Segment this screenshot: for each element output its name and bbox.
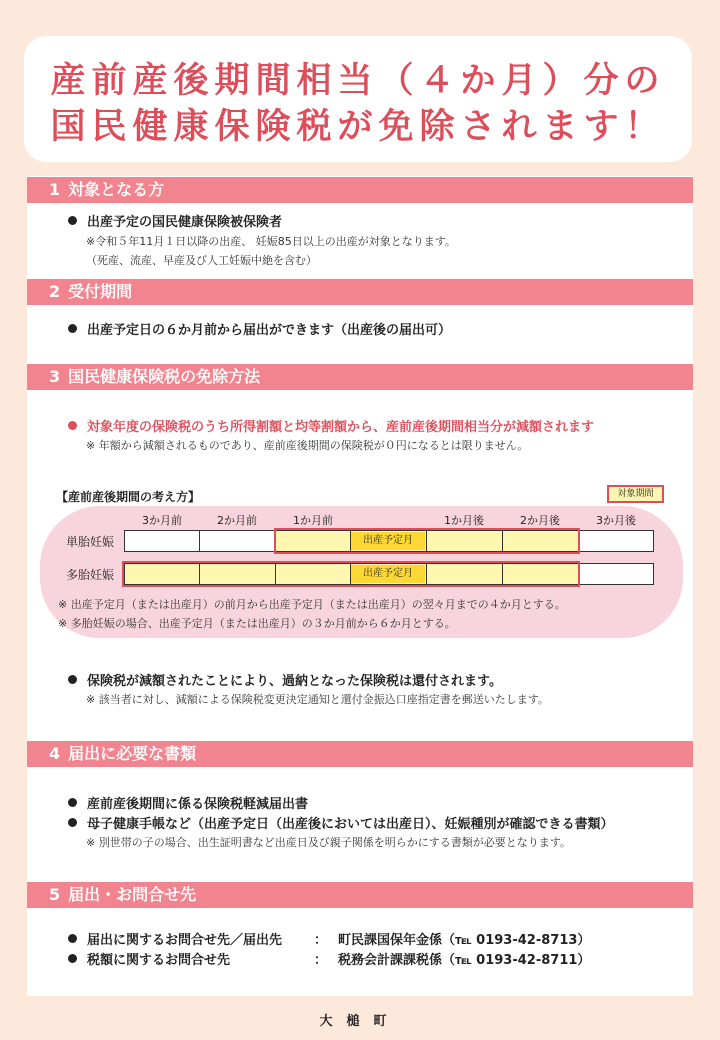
row-label-multiple: 多胎妊娠	[66, 568, 115, 582]
contact-filing-value: 町民課国保年金係（℡ 0193-42-8713）	[338, 933, 591, 948]
cell-single-2m-before	[199, 530, 276, 552]
bullet-dot-icon	[68, 798, 77, 807]
section-2-header	[27, 279, 693, 305]
section-number: 3	[49, 367, 61, 386]
bullet-dot-icon	[68, 216, 77, 225]
col-label-3m-after: 3か月後	[596, 514, 636, 527]
contact-filing	[68, 929, 282, 948]
section-title: 受付期間	[68, 282, 133, 301]
bullet-dot-icon	[68, 324, 77, 333]
note-target-date: ※令和５年11月１日以降の出産、 妊娠85日以上の出産が対象となります。	[86, 235, 456, 248]
bullet-doc-form	[68, 793, 308, 812]
section-title: 届出・お問合せ先	[68, 885, 197, 904]
contact-separator: ：	[314, 953, 328, 968]
section-title: 国民健康保険税の免除方法	[68, 367, 261, 386]
diagram-note-2: ※ 多胎妊娠の場合、出産予定月（または出産月）の３か月前から６か月とする。	[58, 617, 456, 630]
contact-separator: ：	[314, 933, 328, 948]
bullet-doc-handbook	[68, 813, 614, 832]
bullet-period	[68, 319, 451, 338]
bullet-text: 出産予定の国民健康保険被保険者	[87, 215, 283, 230]
contact-tax-value: 税務会計課課税係（℡ 0193-42-8711）	[338, 953, 591, 968]
footer-town-name: 大槌町	[319, 1014, 401, 1029]
title-line-2: 国民健康保険税が免除されます！	[50, 107, 666, 147]
bullet-text: 対象年度の保険税のうち所得割額と均等割額から、産前産後期間相当分が減額されます	[87, 420, 595, 435]
note-refund: ※ 該当者に対し、減額による保険税変更決定通知と還付金振込口座指定書を郵送いたします。	[86, 693, 549, 706]
contact-label: 届出に関するお問合せ先／届出先	[87, 933, 283, 948]
cell-single-3m-before	[124, 530, 200, 552]
col-label-3m-before: 3か月前	[142, 514, 182, 527]
section-number: 5	[49, 885, 61, 904]
cell-multi-3m-after	[578, 563, 654, 585]
bullet-dot-icon	[68, 934, 77, 943]
legend-target-period: 対象期間	[607, 485, 664, 503]
title-box	[24, 36, 692, 162]
note-documents: ※ 別世帯の子の場合、出生証明書など出産日及び親子関係を明らかにする書類が必要となります。	[86, 836, 571, 849]
section-5-header	[27, 882, 693, 908]
section-title: 届出に必要な書類	[68, 744, 197, 763]
row-label-single: 単胎妊娠	[66, 535, 115, 549]
section-number: 1	[49, 180, 61, 199]
title-line-1: 産前産後期間相当（４か月）分の	[50, 61, 666, 101]
note-target-scope: （死産、流産、早産及び人工妊娠中絶を含む）	[86, 254, 317, 267]
diagram-note-1: ※ 出産予定月（または出産月）の前月から出産予定月（または出産月）の翌々月までの４か月とする。	[58, 598, 566, 611]
bullet-dot-icon	[68, 954, 77, 963]
cell-single-3m-after	[578, 530, 654, 552]
bullet-text: 産前産後期間に係る保険税軽減届出書	[87, 797, 309, 812]
section-1-header	[27, 177, 693, 203]
bullet-dot-icon	[68, 675, 77, 684]
note-reduction: ※ 年額から減額されるものであり、産前産後期間の保険税が０円になるとは限りません。	[86, 439, 529, 452]
single-period-frame	[274, 528, 580, 554]
contact-label: 税額に関するお問合せ先	[87, 953, 231, 968]
col-label-1m-before: 1か月前	[293, 514, 333, 527]
bullet-reduction	[68, 416, 594, 435]
bullet-text: 母子健康手帳など（出産予定日（出産後においては出産日）、妊娠種別が確認できる書類）	[87, 817, 614, 832]
section-title: 対象となる方	[68, 180, 165, 199]
bullet-refund	[68, 670, 502, 689]
bullet-text: 出産予定日の６か月前から届出ができます（出産後の届出可）	[87, 323, 452, 338]
due-month-multi: 出産予定月	[351, 565, 425, 583]
bullet-target	[68, 211, 282, 230]
section-3-header	[27, 364, 693, 390]
col-label-2m-after: 2か月後	[520, 514, 560, 527]
col-label-1m-after: 1か月後	[444, 514, 484, 527]
bullet-text: 保険税が減額されたことにより、過納となった保険税は還付されます。	[87, 674, 502, 689]
section-number: 2	[49, 282, 61, 301]
section-number: 4	[49, 744, 61, 763]
contact-tax	[68, 949, 230, 968]
col-label-2m-before: 2か月前	[217, 514, 257, 527]
bullet-dot-icon	[68, 818, 77, 827]
bullet-dot-icon	[68, 421, 77, 430]
diagram-title: 【産前産後期間の考え方】	[56, 490, 201, 504]
due-month-single: 出産予定月	[351, 532, 425, 550]
section-4-header	[27, 741, 693, 767]
